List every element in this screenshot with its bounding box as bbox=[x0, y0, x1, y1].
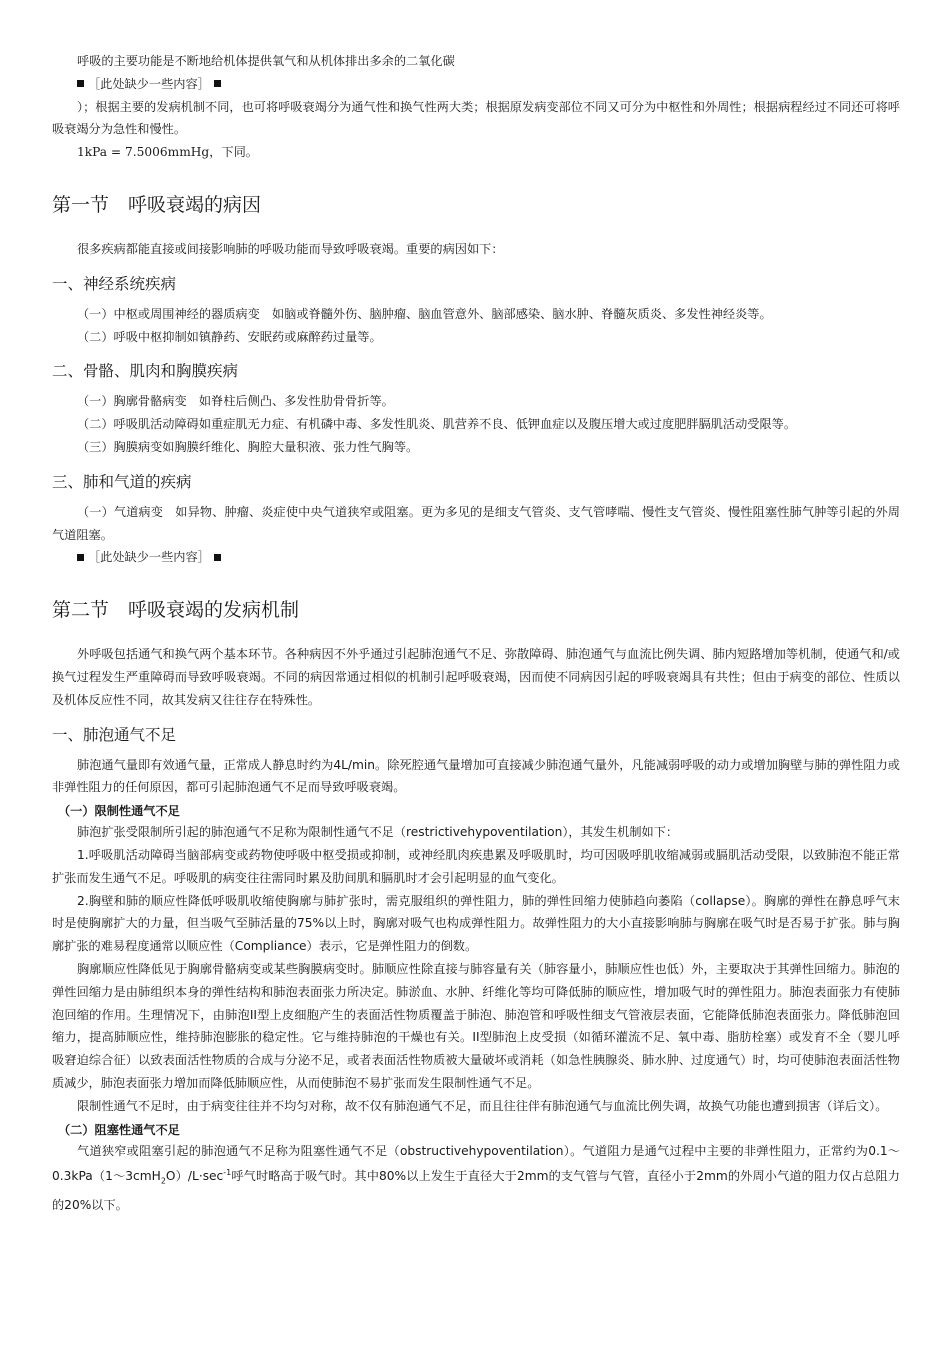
list-item: （三）胸膜病变如胸膜纤维化、胸腔大量积液、张力性气胸等。 bbox=[77, 439, 419, 454]
document-page bbox=[52, 50, 900, 1216]
subsection-heading: 一、神经系统疾病 bbox=[52, 274, 177, 293]
subsection-heading: 一、肺泡通气不足 bbox=[52, 725, 177, 744]
superscript: -1 bbox=[223, 1168, 232, 1178]
square-bullet-icon bbox=[77, 80, 84, 87]
list-item: （二）呼吸中枢抑制如镇静药、安眠药或麻醉药过量等。 bbox=[77, 329, 382, 344]
classification-paragraph: ）；根据主要的发病机制不同，也可将呼吸衰竭分为通气性和换气性两大类；根据原发病变部位不同又可分为中枢性和外周性；根据病程经过不同还可将呼吸衰竭分为急性和慢性。 bbox=[52, 99, 900, 137]
paragraph: 肺泡扩张受限制所引起的肺泡通气不足称为限制性通气不足（restrictivehypoventilation），其发生机制如下： bbox=[77, 825, 679, 840]
list-item: （二）呼吸肌活动障碍如重症肌无力症、有机磷中毒、多发性肌炎、肌营养不良、低钾血症以及腹压增大或过度肥胖膈肌活动受限等。 bbox=[77, 417, 797, 432]
section-intro: 很多疾病都能直接或间接影响肺的呼吸功能而导致呼吸衰竭。重要的病因如下： bbox=[77, 241, 504, 256]
paragraph: 2.胸壁和肺的顺应性降低呼吸肌收缩使胸廓与肺扩张时，需克服组织的弹性阻力，肺的弹性回缩力使肺趋向萎陷（collapse）。胸廓的弹性在静息呼气末时是使胸廓扩大的力量，但当吸气至肺活量的75%以上时，胸廓对吸气也构成弹性阻力。故弹性阻力的大小直接影响肺与胸廓在吸气时是否易于扩张。肺与胸廓扩张的难易程度通常以顺应性（Compliance）表示，它是弹性阻力的倒数。 bbox=[52, 893, 900, 954]
section-intro: 外呼吸包括通气和换气两个基本环节。各种病因不外乎通过引起肺泡通气不足、弥散障碍、肺泡通气与血流比例失调、肺内短路增加等机制，使通气和/或换气过程发生严重障碍而导致呼吸衰竭。不同的病因常通过相似的机制引起呼吸衰竭，因而使不同病因引起的呼吸衰竭具有共性；但由于病变的部位、性质以及机体反应性不同，故其发病又往往存在特殊性。 bbox=[52, 647, 900, 707]
paragraph: 胸廓顺应性降低见于胸廓骨骼病变或某些胸膜病变时。肺顺应性除直接与肺容量有关（肺容量小，肺顺应性也低）外，主要取决于其弹性回缩力。肺泡的弹性回缩力是由肺组织本身的弹性结构和肺泡表面张力所决定。肺淤血、水肿、纤维化等均可降低肺的顺应性，增加吸气时的弹性阻力。肺泡表面张力有使肺泡回缩的作用。生理情况下，由肺泡II型上皮细胞产生的表面活性物质覆盖于肺泡、肺泡管和呼吸性细支气管液层表面，它能降低肺泡表面张力。降低肺泡回缩力，提高肺顺应性，维持肺泡膨胀的稳定性。它与维持肺泡的干燥也有关。II型肺泡上皮受损（如循环灌流不足、氧中毒、脂肪栓塞）或发育不全（婴儿呼吸窘迫综合征）以致表面活性物质的合成与分泌不足，或者表面活性物质被大量破坏或消耗（如急性胰腺炎、肺水肿、过度通气）时，均可使肺泡表面活性物质减少，肺泡表面张力增加而降低肺顺应性，从而使肺泡不易扩张而发生限制性通气不足。 bbox=[52, 961, 900, 1090]
square-bullet-icon bbox=[77, 554, 84, 561]
paragraph: 肺泡通气量即有效通气量，正常成人静息时约为4L/min。除死腔通气量增加可直接减少肺泡通气量外，凡能减弱呼吸的动力或增加胸壁与肺的弹性阻力或非弹性阻力的任何原因，都可引起肺泡通气不足而导致呼吸衰竭。 bbox=[52, 757, 900, 795]
missing-content-marker bbox=[77, 73, 900, 96]
unit-note: 1kPa = 7.5006mmHg，下同。 bbox=[77, 145, 258, 160]
bold-subheading: （一）限制性通气不足 bbox=[58, 804, 180, 819]
list-item: （一）气道病变 如异物、肿瘤、炎症使中央气道狭窄或阻塞。更为多见的是细支气管炎、支气管哮喘、慢性支气管炎、慢性阻塞性肺气肿等引起的外周气道阻塞。 bbox=[52, 504, 900, 542]
paragraph: 限制性通气不足时，由于病变往往并不均匀对称，故不仅有肺泡通气不足，而且往往伴有肺泡通气与血流比例失调，故换气功能也遭到损害（详后文）。 bbox=[77, 1098, 888, 1113]
paragraph bbox=[52, 1140, 900, 1217]
missing-content-text: ［此处缺少一些内容］ bbox=[88, 76, 210, 91]
subscript: 2 bbox=[160, 1176, 166, 1186]
text-run: 气道狭窄或阻塞引起的肺泡通气不足称为阻塞性通气不足（obstructivehypoventilation）。气道阻力是通气过程中主要的非弹性阻力，正常约为0.1～0.3kPa（1～3cmH bbox=[52, 1143, 900, 1184]
text-run: O）/L·sec bbox=[165, 1169, 224, 1184]
square-bullet-icon bbox=[214, 554, 221, 561]
list-item: （一）中枢或周围神经的器质病变 如脑或脊髓外伤、脑肿瘤、脑血管意外、脑部感染、脑水肿、脊髓灰质炎、多发性神经炎等。 bbox=[77, 306, 772, 321]
missing-content-marker bbox=[77, 546, 900, 569]
paragraph: 1.呼吸肌活动障碍当脑部病变或药物使呼吸中枢受损或抑制，或神经肌肉疾患累及呼吸肌时，均可因吸呼肌收缩减弱或膈肌活动受限，以致肺泡不能正常扩张而发生通气不足。呼吸肌的病变往往需同时累及肋间肌和膈肌时才会引起明显的血气变化。 bbox=[52, 847, 900, 885]
section-title: 第一节 呼吸衰竭的病因 bbox=[52, 193, 262, 216]
subsection-heading: 三、肺和气道的疾病 bbox=[52, 472, 192, 491]
subsection-heading: 二、骨骼、肌肉和胸膜疾病 bbox=[52, 362, 239, 381]
text-run: 呼气时略高于吸气时。其中80%以上发生于直径大于2mm的支气管与气管，直径小于2mm的外周小气道的阻力仅占总阻力的20%以下。 bbox=[52, 1169, 900, 1212]
bold-subheading: （二）阻塞性通气不足 bbox=[58, 1122, 180, 1137]
intro-paragraph: 呼吸的主要功能是不断地给机体提供氧气和从机体排出多余的二氧化碳 bbox=[77, 54, 455, 68]
list-item: （一）胸廓骨骼病变 如脊柱后侧凸、多发性肋骨骨折等。 bbox=[77, 394, 394, 409]
missing-content-text: ［此处缺少一些内容］ bbox=[88, 550, 210, 565]
section-title: 第二节 呼吸衰竭的发病机制 bbox=[52, 599, 300, 622]
square-bullet-icon bbox=[214, 80, 221, 87]
